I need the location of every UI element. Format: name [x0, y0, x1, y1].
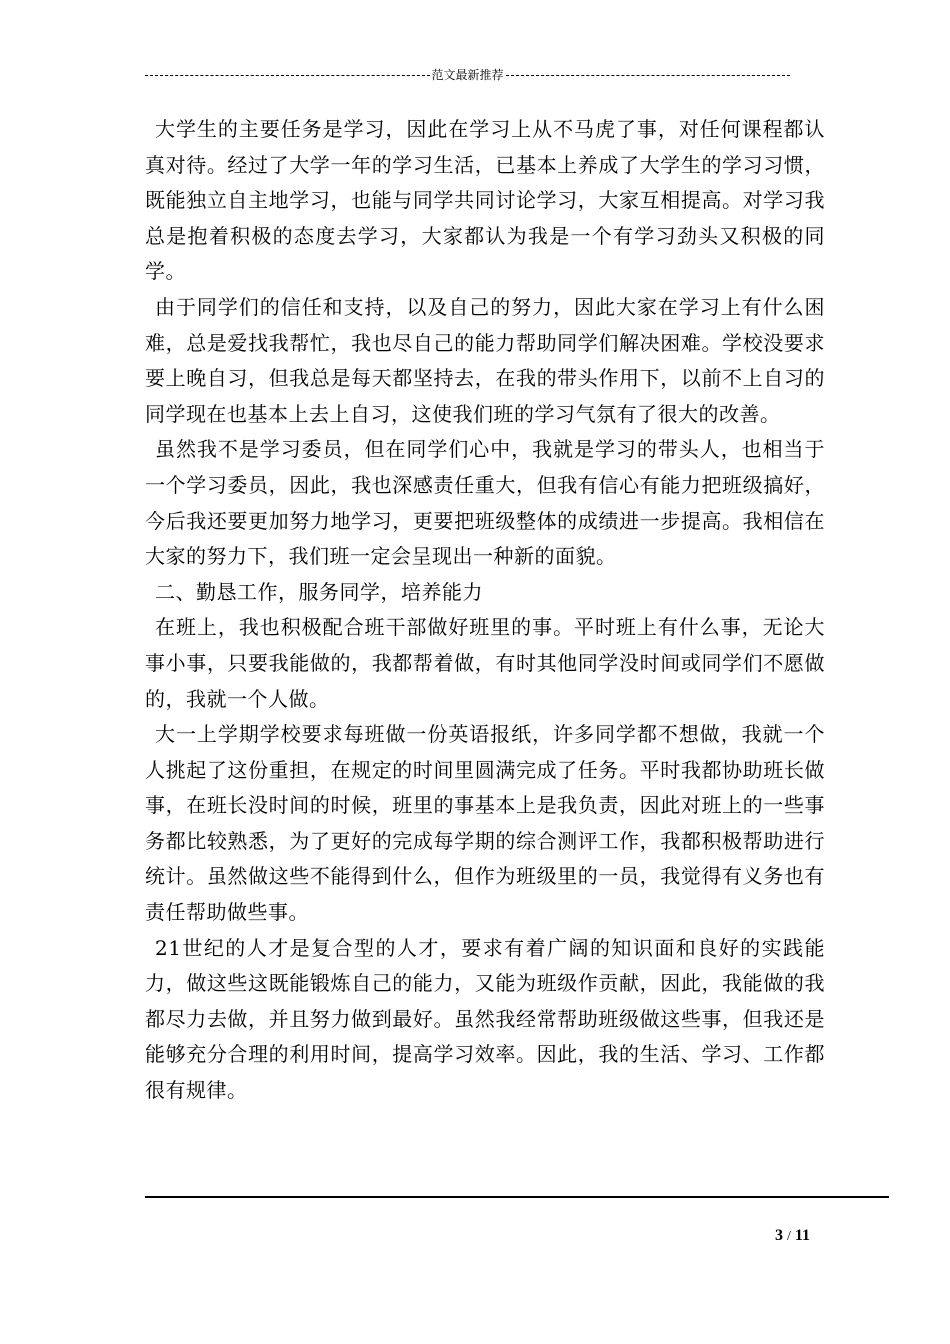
- header-dash-left: [145, 75, 430, 76]
- page-header: [145, 67, 790, 83]
- paragraph-21st-century: 21世纪的人才是复合型的人才，要求有着广阔的知识面和良好的实践能力，做这些这既能锻炼自己的能力，又能为班级作贡献，因此，我能做的我都尽力去做，并且努力做到最好。虽然我经常帮助班级做这些事，但我还是能够充分合理的利用时间，提高学习效率。因此，我的生活、学习、工作都很有规律。: [145, 935, 825, 1103]
- section-heading: 二、勤恳工作，服务同学，培养能力: [155, 579, 483, 604]
- header-dash-right: [506, 75, 791, 76]
- header-label: 范文最新推荐: [431, 68, 504, 82]
- document-body: [145, 112, 825, 1109]
- page-number: [740, 1227, 810, 1245]
- paragraph-helping: 由于同学们的信任和支持，以及自己的努力，因此大家在学习上有什么困难，总是爱找我帮忙，我也尽自己的能力帮助同学们解决困难。学校没要求要上晚自习，但我总是每天都坚持去，在我的带头作用下，以前不上自习的同学现在也基本上去上自习，这使我们班的学习气氛有了很大的改善。: [145, 294, 825, 426]
- page-separator: /: [786, 1229, 791, 1244]
- paragraph-study: 大学生的主要任务是学习，因此在学习上从不马虎了事，对任何课程都认真对待。经过了大学一年的学习生活，已基本上养成了大学生的学习习惯，既能独立自主地学习，也能与同学共同讨论学习，大家互相提高。对学习我总是抱着积极的态度去学习，大家都认为我是一个有学习劲头又积极的同学。: [145, 117, 825, 284]
- paragraph-newspaper: 大一上学期学校要求每班做一份英语报纸，许多同学都不想做，我就一个人挑起了这份重担，在规定的时间里圆满完成了任务。平时我都协助班长做事，在班长没时间的时候，班里的事基本上是我负责，因此对班上的一些事务都比较熟悉，为了更好的完成每学期的综合测评工作，我都积极帮助进行统计。虽然做这些不能得到什么，但作为班级里的一员，我觉得有义务也有责任帮助做些事。: [145, 722, 825, 925]
- total-pages: 11: [794, 1227, 810, 1244]
- current-page: 3: [774, 1227, 783, 1244]
- paragraph-responsibility: 虽然我不是学习委员，但在同学们心中，我就是学习的带头人，也相当于一个学习委员，因此，我也深感责任重大，但我有信心有能力把班级搞好，今后我还要更加努力地学习，更要把班级整体的成绩进一步提高。我相信在大家的努力下，我们班一定会呈现出一种新的面貌。: [145, 437, 825, 569]
- paragraph-class-work: 在班上，我也积极配合班干部做好班里的事。平时班上有什么事，无论大事小事，只要我能做的，我都帮着做，有时其他同学没时间或同学们不愿做的，我就一个人做。: [145, 615, 825, 711]
- footer-rule: [145, 1196, 889, 1198]
